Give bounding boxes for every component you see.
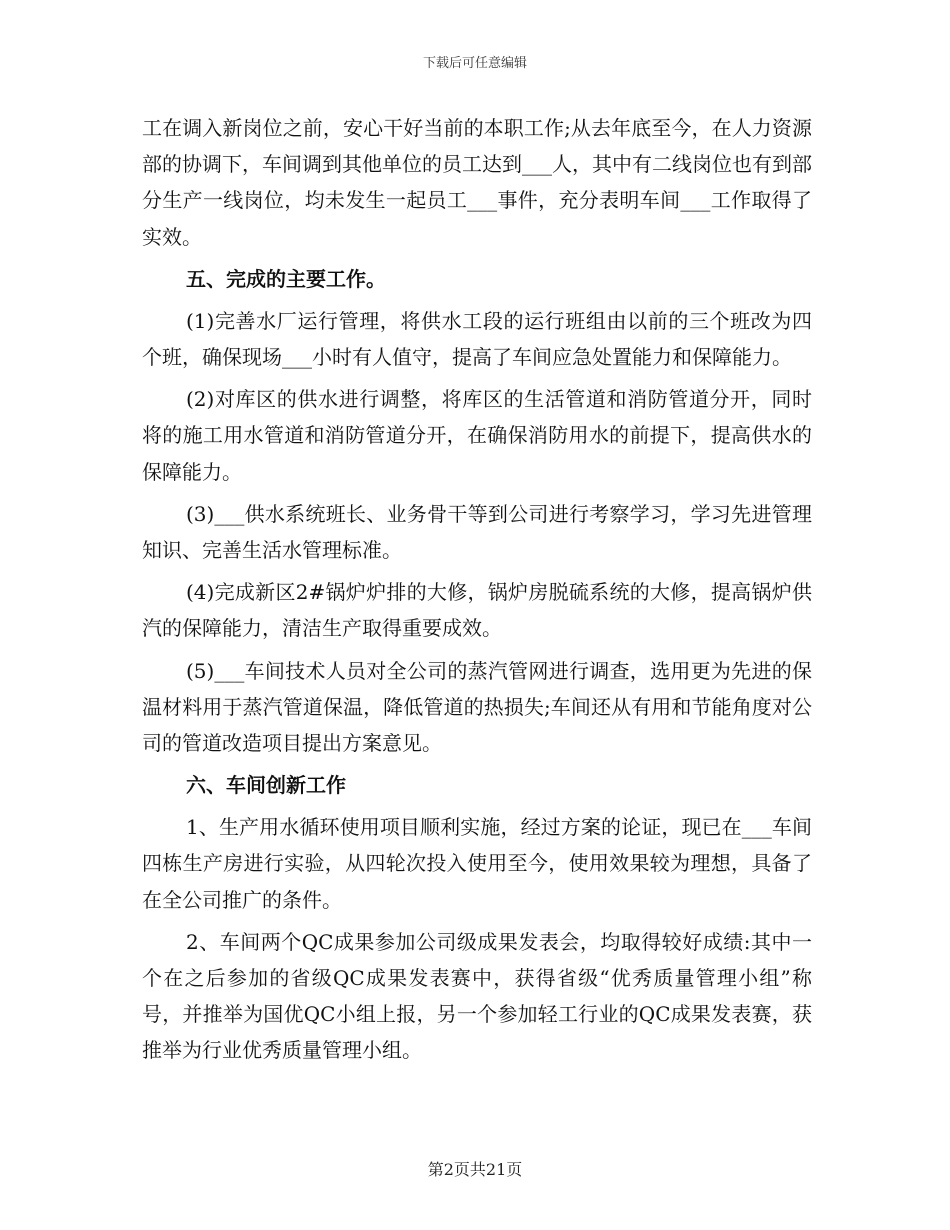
- paragraph-item-5: (5)___车间技术人员对全公司的蒸汽管网进行调查，选用更为先进的保温材料用于蒸汽管道保温，降低管道的热损失;车间还从有用和节能角度对公司的管道改造项目提出方案意见。: [142, 658, 812, 756]
- paragraph-innovation-1: 1、生产用水循环使用项目顺利实施，经过方案的论证，现已在___车间四栋生产房进行实验，从四轮次投入使用至今，使用效果较为理想，具备了在全公司推广的条件。: [142, 815, 812, 912]
- paragraph-item-3: (3)___供水系统班长、业务骨干等到公司进行考察学习，学习先进管理知识、完善生活水管理标准。: [142, 501, 812, 563]
- paragraph-item-4: (4)完成新区2#锅炉炉排的大修，锅炉房脱硫系统的大修，提高锅炉供汽的保障能力，清洁生产取得重要成效。: [142, 580, 812, 641]
- section-heading-6: 六、车间创新工作: [186, 773, 346, 798]
- page-header: 下载后可任意编辑: [422, 56, 527, 71]
- paragraph-innovation-2: 2、车间两个QC成果参加公司级成果发表会，均取得较好成绩:其中一个在之后参加的省级QC成果发表赛中，获得省级“优秀质量管理小组”称号，并推举为国优QC小组上报，另一个参加轻工行业的QC成果发表赛，获推举为行业优秀质量管理小组。: [142, 929, 812, 1063]
- paragraph-item-1: (1)完善水厂运行管理，将供水工段的运行班组由以前的三个班改为四个班，确保现场___小时有人值守，提高了车间应急处置能力和保障能力。: [142, 308, 812, 370]
- page-number: 第2页共21页: [427, 1160, 523, 1179]
- paragraph-continuation: 工在调入新岗位之前，安心干好当前的本职工作;从去年底至今，在人力资源部的协调下，车间调到其他单位的员工达到___人，其中有二线岗位也有到部分生产一线岗位，均未发生一起员工___事件，充分表明车间___工作取得了实效。: [142, 116, 812, 249]
- paragraph-item-2: (2)对库区的供水进行调整，将库区的生活管道和消防管道分开，同时将的施工用水管道和消防管道分开，在确保消防用水的前提下，提高供水的保障能力。: [142, 387, 812, 484]
- section-heading-5: 五、完成的主要工作。: [186, 266, 386, 291]
- document-body: [142, 110, 812, 1075]
